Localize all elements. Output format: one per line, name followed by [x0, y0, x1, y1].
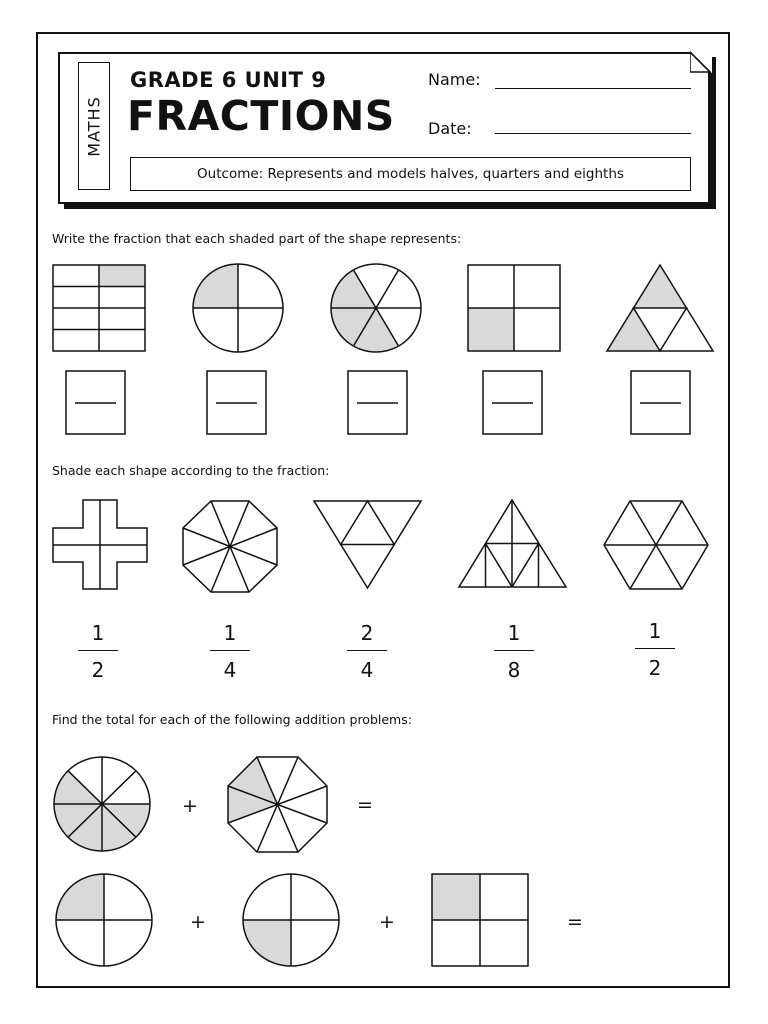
plus-sign: + — [190, 911, 206, 933]
fraction-bar — [347, 650, 387, 651]
denominator: 4 — [360, 658, 374, 682]
addition-circle-eighths-shape — [54, 757, 150, 851]
denominator: 2 — [91, 658, 105, 682]
fraction-bar — [210, 650, 250, 651]
denominator: 2 — [648, 656, 662, 680]
equals-sign: = — [567, 911, 583, 933]
unit-title: GRADE 6 UNIT 9 — [130, 68, 327, 92]
numerator: 1 — [223, 621, 237, 645]
addition-octagon-eighths-shape — [228, 757, 327, 852]
numerator: 1 — [91, 621, 105, 645]
numerator: 1 — [648, 619, 662, 643]
outcome-text: Outcome: Represents and models halves, quarters and eighths — [197, 166, 624, 182]
square-quarters-shape — [468, 265, 560, 351]
plus-sign: + — [182, 795, 198, 817]
subject-label: MATHS — [84, 95, 104, 157]
octagon-eighths-shape — [183, 501, 277, 592]
section3-instruction: Find the total for each of the following addition problems: — [52, 712, 412, 727]
fraction-label — [345, 620, 389, 683]
denominator: 8 — [507, 658, 521, 682]
circle-quarters-shape — [193, 264, 283, 352]
addition-circle-quarters-shape-2 — [243, 874, 339, 966]
addition-circle-quarters-shape-1 — [56, 874, 152, 966]
plus-sign: + — [379, 911, 395, 933]
date-label: Date: — [428, 119, 472, 138]
fraction-bar — [635, 648, 675, 649]
triangle-quarters-shape — [607, 265, 713, 351]
fraction-label — [208, 620, 252, 683]
equals-sign: = — [357, 794, 373, 816]
triangle-eighths-shape — [459, 500, 566, 587]
name-label: Name: — [428, 70, 481, 89]
grid-eighths-shape — [53, 265, 145, 351]
numerator: 2 — [360, 621, 374, 645]
section2-instruction: Shade each shape according to the fraction: — [52, 463, 330, 478]
inverted-triangle-quarters-shape — [314, 501, 421, 588]
denominator: 4 — [223, 658, 237, 682]
fraction-label — [633, 618, 677, 681]
fraction-bar — [78, 650, 118, 651]
fraction-label — [76, 620, 120, 683]
fraction-label — [492, 620, 536, 683]
answer-boxes — [66, 371, 690, 434]
page-title: FRACTIONS — [127, 92, 395, 140]
fraction-bar — [494, 650, 534, 651]
circle-sixths-shape — [331, 264, 421, 352]
cross-shape — [53, 500, 147, 589]
addition-square-quarters-shape — [432, 874, 528, 966]
numerator: 1 — [507, 621, 521, 645]
hexagon-sixths-shape — [604, 501, 708, 589]
section1-instruction: Write the fraction that each shaded part of the shape represents: — [52, 231, 462, 246]
